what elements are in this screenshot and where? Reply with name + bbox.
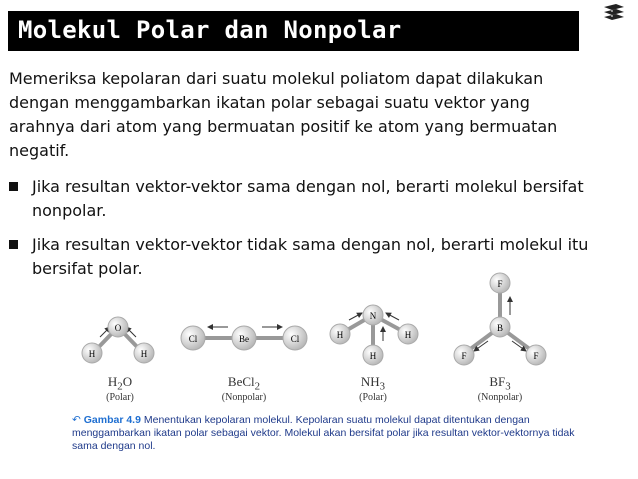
caption-text: Menentukan kepolaran molekul. Kepolaran suatu molekul dapat ditentukan dengan menggambarkan ikatan polar sebagai vektor. Molekul akan bersifat polar jika resultan vektor-vektornya tidak sama dengan nol. bbox=[72, 414, 575, 452]
svg-text:B: B bbox=[496, 323, 504, 333]
property-nh3: (Polar) bbox=[359, 392, 387, 403]
svg-text:O: O bbox=[114, 323, 122, 333]
svg-text:Be: Be bbox=[239, 334, 249, 344]
slide-title-bar bbox=[8, 11, 579, 51]
svg-text:F: F bbox=[533, 351, 539, 361]
bullet-item-nonpolar bbox=[9, 175, 599, 223]
book-stack-icon bbox=[602, 3, 626, 25]
water-molecule bbox=[82, 317, 154, 363]
beryllium-chloride-molecule bbox=[181, 326, 307, 350]
svg-text:N: N bbox=[369, 311, 377, 321]
boron-trifluoride-molecule bbox=[454, 273, 546, 365]
formula-nh3: $NH_3$ bbox=[360, 374, 386, 393]
ammonia-molecule bbox=[330, 305, 418, 365]
svg-text:H: H bbox=[140, 349, 148, 359]
svg-text:Cl: Cl bbox=[188, 334, 198, 344]
bullet-text: Jika resultan vektor-vektor tidak sama dengan nol, berarti molekul itu bersifat polar. bbox=[32, 235, 589, 278]
svg-text:H: H bbox=[404, 330, 412, 340]
svg-text:H: H bbox=[88, 349, 96, 359]
slide-title: Molekul Polar dan Nonpolar bbox=[18, 16, 402, 44]
intro-paragraph: Memeriksa kepolaran dari suatu molekul poliatom dapat dilakukan dengan menggambarkan ikatan polar sebagai suatu vektor yang arahnya dari atom yang bermuatan positif ke atom yang bermuatan negatif. bbox=[9, 69, 558, 160]
property-bf3: (Nonpolar) bbox=[477, 392, 523, 403]
molecule-diagrams bbox=[70, 271, 570, 371]
svg-text:F: F bbox=[497, 279, 503, 289]
property-becl2: (Nonpolar) bbox=[221, 392, 267, 403]
formula-becl2: BeCl$_2$ bbox=[227, 374, 261, 393]
caption-label: Gambar 4.9 bbox=[83, 414, 141, 426]
property-h2o: (Polar) bbox=[106, 392, 134, 403]
formula-bf3: $BF_3$ bbox=[489, 374, 511, 393]
molecule-figure bbox=[70, 271, 570, 411]
bullet-square-icon bbox=[9, 182, 18, 191]
svg-text:H: H bbox=[369, 351, 377, 361]
svg-text:Cl: Cl bbox=[290, 334, 300, 344]
bullet-text: Jika resultan vektor-vektor sama dengan nol, berarti molekul bersifat nonpolar. bbox=[32, 177, 584, 220]
svg-text:H: H bbox=[336, 330, 344, 340]
caption-arrow-icon: ↶ bbox=[72, 414, 81, 426]
figure-caption bbox=[72, 414, 592, 453]
formula-h2o: $H_2O$ bbox=[107, 374, 133, 393]
svg-text:F: F bbox=[461, 351, 467, 361]
bullet-square-icon bbox=[9, 240, 18, 249]
